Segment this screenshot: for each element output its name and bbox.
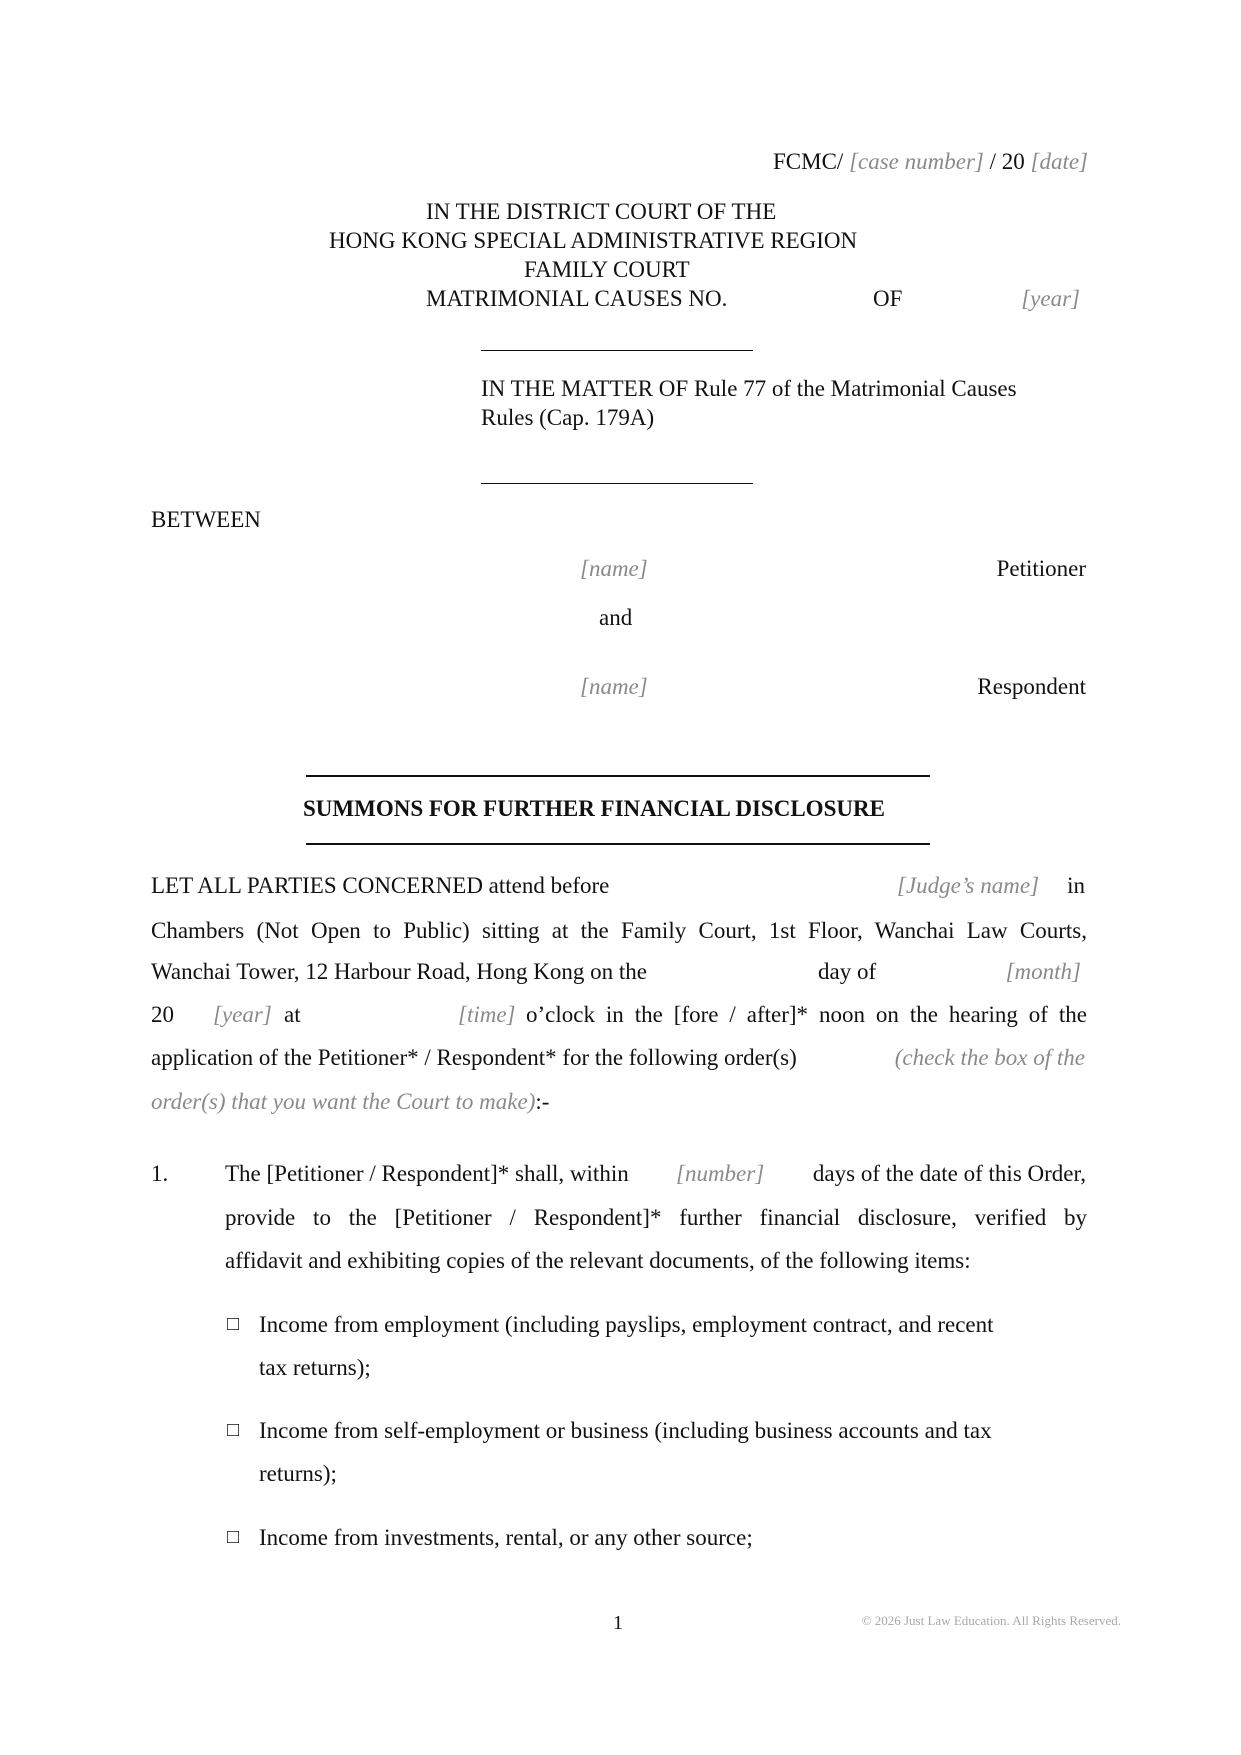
- body-line1-b: in: [1067, 873, 1085, 898]
- checkbox-item-investments: [227, 1516, 1057, 1559]
- checkbox-self-employment-line1: Income from self-employment or business (including business accounts and tax: [259, 1418, 992, 1443]
- case-date-placeholder: [date]: [1030, 149, 1088, 174]
- case-reference: [773, 148, 1088, 176]
- body-line1-a: LET ALL PARTIES CONCERNED attend before: [151, 873, 610, 898]
- petitioner-name-placeholder: [name]: [580, 556, 648, 581]
- body-line3-a: Wanchai Tower, 12 Harbour Road, Hong Kong on the: [151, 959, 647, 984]
- court-year-placeholder: [year]: [1021, 286, 1080, 311]
- copyright-notice: © 2026 Just Law Education. All Rights Reserved.: [861, 1613, 1121, 1628]
- matter-line1: IN THE MATTER OF Rule 77 of the Matrimonial Causes: [481, 376, 1017, 401]
- and-label: and: [599, 605, 633, 630]
- page-number: 1: [613, 1612, 623, 1634]
- checkbox-item-self-employment: [227, 1409, 1057, 1495]
- body-line6-b: :-: [535, 1089, 550, 1114]
- order1-line2: provide to the [Petitioner / Respondent]* further financial disclosure, verified by: [225, 1205, 1087, 1230]
- body-line3-b: day of: [818, 959, 877, 984]
- respondent-label: Respondent: [977, 674, 1086, 699]
- days-number-placeholder: [number]: [676, 1161, 765, 1186]
- year-placeholder: [year]: [213, 1002, 272, 1027]
- court-heading-line1: IN THE DISTRICT COURT OF THE: [426, 199, 777, 224]
- check-box-hint-line2: order(s) that you want the Court to make): [151, 1089, 536, 1114]
- case-prefix: FCMC/: [772, 149, 844, 174]
- body-line2: Chambers (Not Open to Public) sitting at the Family Court, 1st Floor, Wanchai Law Courts,: [151, 918, 1087, 943]
- checkbox-self-employment-line2: returns);: [259, 1461, 337, 1486]
- between-label: BETWEEN: [151, 507, 261, 532]
- body-line4-a: 20: [151, 1002, 174, 1027]
- checkbox-investments-line1: Income from investments, rental, or any other source;: [259, 1525, 753, 1550]
- checkbox-employment[interactable]: □: [227, 1313, 240, 1335]
- document-title: SUMMONS FOR FURTHER FINANCIAL DISCLOSURE: [303, 796, 885, 821]
- time-placeholder: [time]: [458, 1002, 516, 1027]
- respondent-name-placeholder: [name]: [580, 674, 648, 699]
- checkbox-item-employment: [227, 1303, 1057, 1389]
- checkbox-employment-line2: tax returns);: [259, 1355, 371, 1380]
- order1-line1-b: days of the date of this Order,: [812, 1161, 1086, 1186]
- court-heading-line4-left: MATRIMONIAL CAUSES NO.: [426, 286, 728, 311]
- order1-line3: affidavit and exhibiting copies of the relevant documents, of the following items:: [225, 1248, 971, 1273]
- matter-line2: Rules (Cap. 179A): [481, 405, 655, 430]
- body-line4-b: at: [284, 1002, 301, 1027]
- judge-name-placeholder: [Judge’s name]: [897, 873, 1040, 898]
- body-line5-a: application of the Petitioner* / Respondent* for the following order(s): [151, 1045, 797, 1070]
- order-number: 1.: [151, 1161, 169, 1186]
- heading-rule-2: [481, 483, 753, 484]
- court-heading-line2: HONG KONG SPECIAL ADMINISTRATIVE REGION: [329, 228, 858, 253]
- month-placeholder: [month]: [1005, 959, 1081, 984]
- checkbox-self-employment[interactable]: □: [227, 1419, 240, 1441]
- checkbox-investments[interactable]: □: [227, 1526, 240, 1548]
- court-heading-line3: FAMILY COURT: [524, 257, 690, 282]
- check-box-hint-line1: (check the box of the: [894, 1045, 1085, 1070]
- heading-rule-1: [481, 350, 753, 351]
- title-rule-bottom: [306, 843, 930, 845]
- checkbox-employment-line1: Income from employment (including payslips, employment contract, and recent: [259, 1312, 994, 1337]
- case-year-prefix: / 20: [983, 149, 1031, 174]
- body-line4-c: o’clock in the [fore / after]* noon on the hearing of the: [526, 1002, 1087, 1027]
- case-number-placeholder: [case number]: [849, 149, 984, 174]
- body-line6: [151, 1088, 549, 1116]
- title-rule-top: [306, 775, 930, 777]
- order1-line1-a: The [Petitioner / Respondent]* shall, within: [225, 1161, 629, 1186]
- court-heading-of: OF: [873, 286, 903, 311]
- petitioner-label: Petitioner: [996, 556, 1086, 581]
